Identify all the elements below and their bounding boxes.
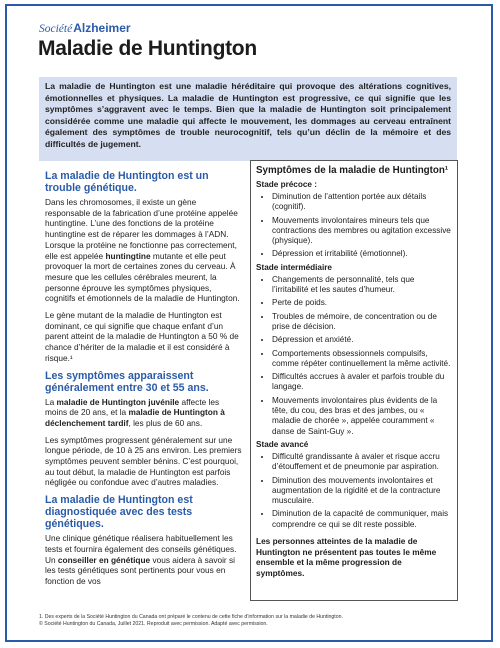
paragraph-gene: Dans les chromosomes, il existe un gène responsable de la fabrication d’une protéine appelée huntingtine. L’une des fonctions de la protéine huntingtine est de réparer les dommages à l’ADN. Lorsque la protéine ne fonctionne pas correctement, elle est appelée huntingtine mutante et elle peut provoquer la mort de certaines zones du cerveau. À mesure que les cellules cérébrales meurent, la personne éprouve les symptômes physiques, cognitifs et émotionnels de la maladie de Huntington. <box>45 197 240 304</box>
stage-symptom-list <box>256 275 451 437</box>
stage-heading: Stade intermédiaire <box>256 262 332 272</box>
intro-summary: La maladie de Huntington est une maladie héréditaire qui provoque des altérations cognitives, émotionnelles et physiques. La maladie de Huntington est progressive, ce qui signifie que les symptômes s’aggravent avec le temps. Bien que la maladie de Huntington soit principalement considérée comme une maladie qui affecte le mouvement, les dommages au cerveau entraînent également des symptômes de trouble neurocognitif, tels qu’un déclin de la mémoire et des difficultés de jugement. <box>39 77 457 161</box>
stage-symptom-list <box>256 192 451 260</box>
heading-diagnosis: La maladie de Huntington est diagnostiquée avec des tests génétiques. <box>45 494 193 531</box>
symptom-item: • Difficultés accrues à avaler et parfois trouble du langage. <box>272 372 451 393</box>
paragraph-dominant: Le gène mutant de la maladie de Huntington est dominant, ce qui signifie que chaque enfant d’un parent atteint de la maladie de Huntington a 50 % de chance d’hériter de la maladie et il est considéré à risque.¹ <box>45 310 239 363</box>
paragraph-juvenile: La maladie de Huntington juvénile affecte les moins de 20 ans, et la maladie de Huntington à déclenchement tardif, les plus de 60 ans. <box>45 396 225 428</box>
symptoms-box-title: Symptômes de la maladie de Huntington¹ <box>256 165 449 176</box>
symptom-item: • Perte de poids. <box>272 298 451 308</box>
paragraph-genetic-clinic: Une clinique génétique réalisera habituellement les tests et fournira également des conseils génétiques. Un conseiller en génétique vous aidera à savoir si les tests génétiques sont pertinents pour vous en fonction de vos <box>45 533 237 586</box>
symptom-item: • Changements de personnalité, tels que l’irritabilité et les sautes d’humeur. <box>272 275 451 296</box>
page-title: Maladie de Huntington <box>38 37 257 60</box>
symptom-item: • Comportements obsessionnels compulsifs, comme répéter continuellement la même activité. <box>272 349 451 370</box>
stage-symptom-list <box>256 452 451 530</box>
symptom-item: • Dépression et irritabilité (émotionnel). <box>272 249 451 259</box>
stage-heading: Stade avancé <box>256 439 309 449</box>
symptoms-note: Les personnes atteintes de la maladie de Huntington ne présentent pas toutes le même ensemble et la même progression de symptômes. <box>256 536 437 578</box>
heading-genetic-disorder: La maladie de Huntington est un trouble génétique. <box>45 170 209 194</box>
brand-logo-part2: Alzheimer <box>73 21 131 35</box>
footnote <box>39 614 459 628</box>
symptom-item: • Diminution de l’attention portée aux détails (cognitif). <box>272 192 451 213</box>
footnote-line-1: 1. Des experts de la Société Huntington du Canada ont préparé le contenu de cette fiche d’information sur la maladie de Huntington. <box>39 614 343 620</box>
symptom-item: • Diminution de la capacité de communiquer, mais comprendre ce qui se dit reste possible. <box>272 509 451 530</box>
symptoms-stages <box>256 180 451 530</box>
stage-heading: Stade précoce : <box>256 180 317 189</box>
footnote-line-2: © Société Huntington du Canada, Juillet 2021. Reproduit avec permission. Adapté avec permission. <box>39 621 268 627</box>
symptom-item: • Troubles de mémoire, de concentration ou de prise de décision. <box>272 312 451 333</box>
paragraph-progression: Les symptômes progressent généralement sur une longue période, de 10 à 25 ans environ. Les premiers symptômes peuvent sembler bénins. C’est pourquoi, au tout début, la maladie de Huntington est parfois négligée ou confondue avec d’autres maladies. <box>45 434 242 488</box>
symptom-item: • Difficulté grandissante à avaler et risque accru d’étouffement et de pneumonie par aspiration. <box>272 452 451 473</box>
left-column <box>45 170 243 587</box>
brand-logo <box>39 22 131 36</box>
heading-onset-age: Les symptômes apparaissent généralement entre 30 et 55 ans. <box>45 369 209 394</box>
symptoms-box <box>250 160 458 601</box>
symptom-item: • Mouvements involontaires mineurs tels que contractions des membres ou agitation excessive (physique). <box>272 216 451 247</box>
brand-logo-part1: Société <box>39 23 73 35</box>
symptom-item: • Dépression et anxiété. <box>272 335 451 345</box>
symptom-item: • Mouvements involontaires plus évidents de la tête, du cou, des bras et des jambes, ou « maladie de chorée », appelée couramment « danse de Saint-Guy ». <box>272 396 451 437</box>
symptom-item: • Diminution des mouvements involontaires et augmentation de la rigidité et de la contracture musculaire. <box>272 476 451 507</box>
